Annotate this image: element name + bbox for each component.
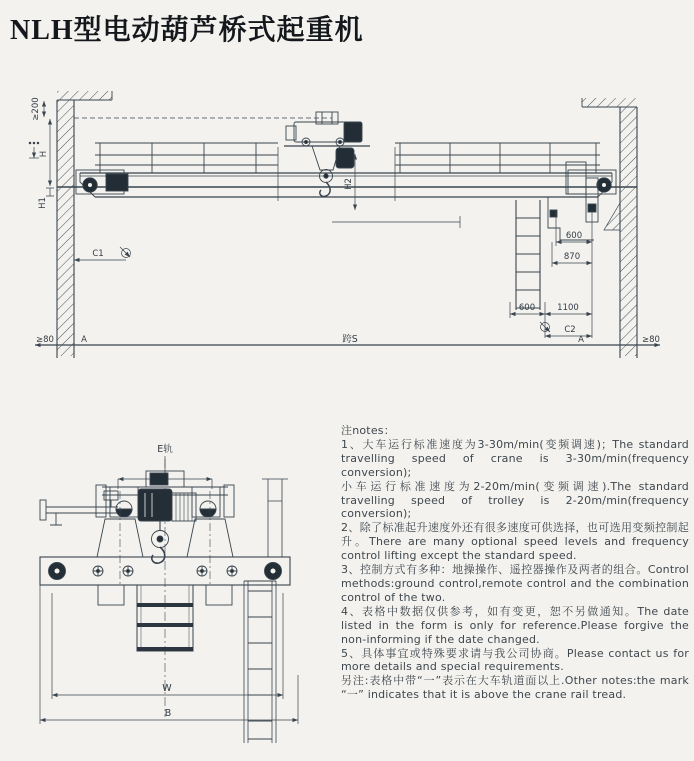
- access-ladder: [516, 200, 540, 310]
- dim-label-gte80-left: ≥80: [36, 335, 54, 345]
- hoist-motor: [138, 489, 172, 521]
- note-item: 1、大车运行标准速度为3-30m/min(变频调速)；The standard travelling speed of crane is 3-30m/min(frequency conversion);: [341, 437, 689, 479]
- page-title: NLH型电动葫芦桥式起重机: [10, 15, 364, 46]
- rope-drum: [336, 148, 354, 168]
- dim-label-c1: C1: [92, 249, 104, 259]
- dim-label-span: 跨S: [342, 334, 358, 345]
- dim-label-rail-gauge: E轨: [157, 444, 173, 455]
- dim-label-b: B: [164, 708, 172, 719]
- dim-label-1100: 1100: [557, 303, 579, 313]
- dim-label-h: H: [39, 150, 49, 158]
- dim-label-c2: C2: [564, 325, 576, 335]
- dim-label-600-top: 600: [565, 231, 583, 241]
- dim-label-w: W: [162, 683, 172, 694]
- end-view-ladder: [244, 479, 288, 743]
- left-drive-motor: [106, 174, 128, 191]
- front-elevation-drawing: [0, 70, 694, 370]
- note-item: 小车运行标准速度为2-20m/min(变频调速).The standard travelling speed of trolley is 2-20m/min(frequency conversion);: [341, 479, 689, 521]
- dim-label-clearance-top: ≥200: [31, 97, 41, 121]
- dim-label-600-bottom: 600: [518, 303, 536, 313]
- note-item: 3、控制方式有多种：地操操作、遥控器操作及两者的组合。Control methods:ground control,remote control and the combination control of the two.: [341, 563, 689, 604]
- notes-heading: 注notes：: [341, 424, 395, 437]
- dim-label-a-left: A: [81, 335, 87, 345]
- hook: [320, 182, 330, 196]
- note-item: 另注:表格中带“一”表示在大车轨道面以上.Other notes:the mark “一” indicates that it is above the crane rail tread.: [341, 674, 689, 702]
- right-dimensions: [510, 210, 592, 338]
- note-item: 5、具体事宜或特殊要求请与我公司协商。Please contact us for more details and special requirements.: [341, 646, 689, 674]
- dim-label-h2: H2: [344, 178, 354, 190]
- end-view-drawing: [0, 425, 340, 760]
- note-item: 2、除了标准起升速度外还有很多速度可供选择，也可选用变频控制起升。There are many optional speed levels and frequency control lifting except the standard speed.: [341, 521, 689, 563]
- notes-block: [341, 424, 689, 702]
- hook: [152, 547, 165, 563]
- right-end-truck: [548, 162, 620, 240]
- trolley-motor: [344, 122, 362, 142]
- dim-label-gte80-right: ≥80: [642, 335, 660, 345]
- note-item: 4、表格中数据仅供参考，如有变更，恕不另做通知。The date listed in the form is only for reference.Please forgive the non-informing if the date changed.: [341, 604, 689, 646]
- left-wall-column: [57, 91, 112, 358]
- hoist-trolley: [284, 112, 370, 196]
- dim-label-870: 870: [563, 252, 581, 262]
- dim-label-h1: H1: [38, 197, 48, 209]
- dim-label-a-right: A: [578, 335, 584, 345]
